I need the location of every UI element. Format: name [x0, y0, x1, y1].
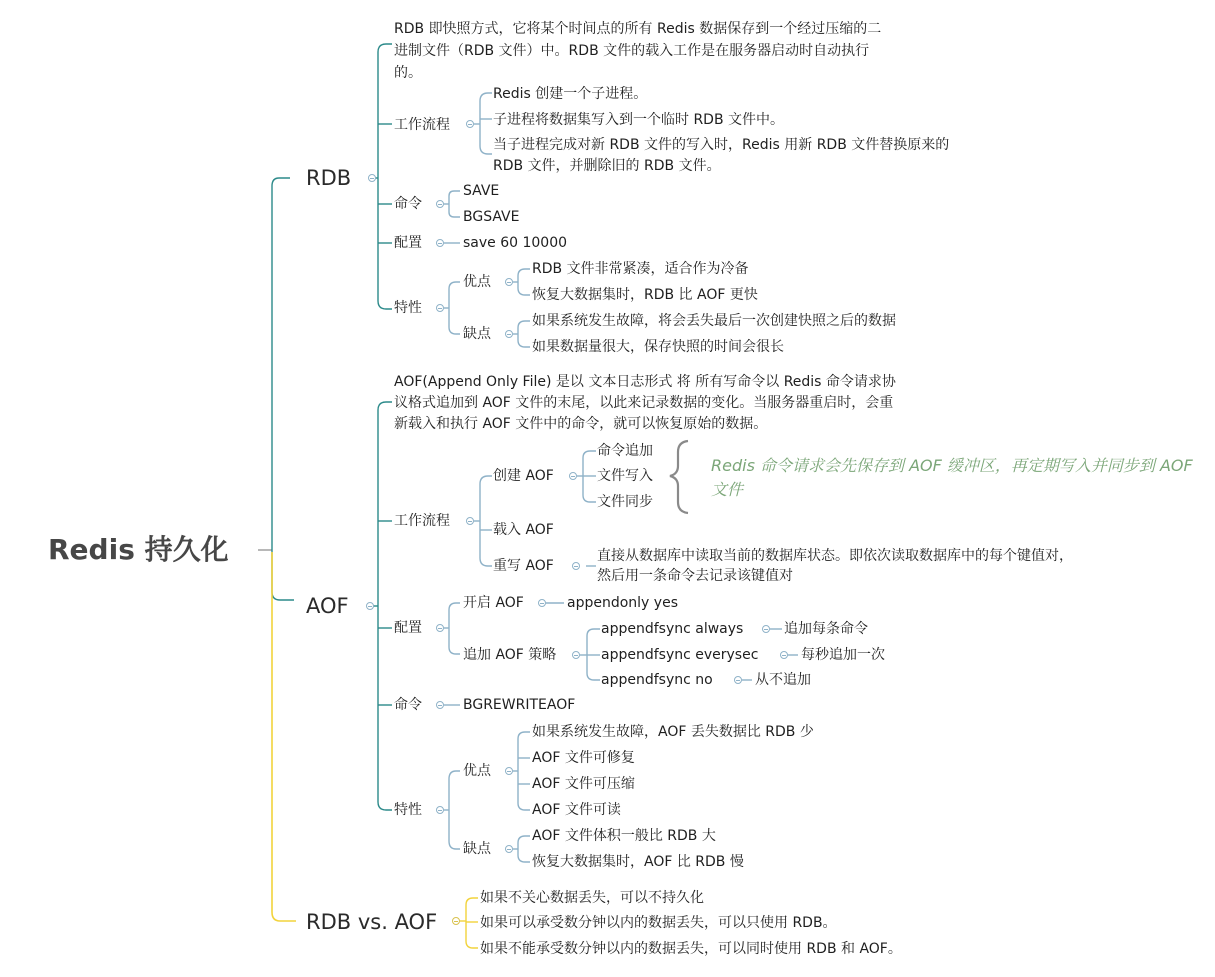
rdb-command-item[interactable]: SAVE: [463, 183, 500, 199]
compare-item[interactable]: 如果不能承受数分钟以内的数据丢失，可以同时使用 RDB 和 AOF。: [480, 941, 902, 957]
rdb-con-item[interactable]: 如果系统发生故障，将会丢失最后一次创建快照之后的数据: [532, 313, 896, 329]
rdb-workflow-step[interactable]: 子进程将数据集写入到一个临时 RDB 文件中。: [493, 112, 785, 128]
aof-strategy-desc[interactable]: 每秒追加一次: [801, 647, 885, 663]
collapse-toggle[interactable]: [572, 562, 580, 570]
collapse-toggle[interactable]: [505, 330, 513, 338]
aof-strategy-option[interactable]: appendfsync everysec: [601, 647, 759, 663]
rdb-workflow-step[interactable]: 当子进程完成对新 RDB 文件的写入时，Redis 用新 RDB 文件替换原来的 RDB 文件，并删除旧的 RDB 文件。: [493, 137, 950, 174]
aof-pro-item[interactable]: AOF 文件可修复: [532, 750, 635, 766]
rdb-pro-item[interactable]: RDB 文件非常紧凑，适合作为冷备: [532, 261, 749, 277]
rdb-command-item[interactable]: BGSAVE: [463, 209, 520, 225]
collapse-toggle[interactable]: [436, 806, 444, 814]
collapse-toggle[interactable]: [436, 200, 444, 208]
rdb-node[interactable]: RDB: [306, 166, 352, 190]
aof-enable-node[interactable]: 开启 AOF: [463, 595, 524, 611]
rdb-cons-node[interactable]: 缺点: [463, 326, 491, 342]
aof-con-item[interactable]: AOF 文件体积一般比 RDB 大: [532, 828, 716, 844]
collapse-toggle[interactable]: [505, 845, 513, 853]
rdb-pros-node[interactable]: 优点: [463, 274, 491, 290]
aof-description[interactable]: AOF(Append Only File) 是以 文本日志形式 将 所有写命令以 Redis 命令请求协议格式追加到 AOF 文件的末尾，以此来记录数据的变化。当服务器重启时，会重新载入和执行 AOF 文件中的命令，就可以恢复原始的数据。: [394, 374, 896, 432]
compare-node[interactable]: RDB vs. AOF: [306, 910, 438, 934]
rdb-features-node[interactable]: 特性: [394, 300, 422, 316]
rdb-con-item[interactable]: 如果数据量很大，保存快照的时间会很长: [532, 339, 784, 355]
aof-create-step[interactable]: 文件写入: [597, 468, 653, 484]
collapse-toggle[interactable]: [780, 651, 788, 659]
root-node[interactable]: Redis 持久化: [48, 533, 229, 566]
aof-cons-node[interactable]: 缺点: [463, 841, 491, 857]
collapse-toggle[interactable]: [505, 767, 513, 775]
rdb-config-node[interactable]: 配置: [394, 235, 422, 251]
aof-enable-value[interactable]: appendonly yes: [567, 595, 678, 611]
rdb-description[interactable]: RDB 即快照方式，它将某个时间点的所有 Redis 数据保存到一个经过压缩的二进制文件（RDB 文件）中。RDB 文件的载入工作是在服务器启动时自动执行的。: [394, 21, 882, 81]
aof-load-node[interactable]: 载入 AOF: [493, 522, 554, 538]
rdb-workflow-step[interactable]: Redis 创建一个子进程。: [493, 86, 648, 102]
aof-rewrite-detail[interactable]: 直接从数据库中读取当前的数据库状态。即依次读取数据库中的每个键值对，然后用一条命令去记录该键值对: [597, 548, 1073, 584]
aof-pro-item[interactable]: 如果系统发生故障，AOF 丢失数据比 RDB 少: [532, 724, 814, 740]
collapse-toggle[interactable]: [366, 602, 374, 610]
aof-create-note: Redis 命令请求会先保存到 AOF 缓冲区，再定期写入并同步到 AOF 文件: [711, 456, 1193, 499]
collapse-toggle[interactable]: [569, 472, 577, 480]
collapse-toggle[interactable]: [572, 651, 580, 659]
rdb-config-value[interactable]: save 60 10000: [463, 235, 568, 251]
collapse-toggle[interactable]: [734, 676, 742, 684]
aof-strategy-desc[interactable]: 追加每条命令: [784, 621, 868, 637]
aof-create-node[interactable]: 创建 AOF: [493, 468, 554, 484]
aof-node[interactable]: AOF: [306, 594, 349, 618]
compare-item[interactable]: 如果可以承受数分钟以内的数据丢失，可以只使用 RDB。: [480, 915, 837, 931]
aof-workflow-node[interactable]: 工作流程: [394, 513, 450, 529]
aof-features-node[interactable]: 特性: [394, 802, 422, 818]
aof-strategy-desc[interactable]: 从不追加: [755, 672, 811, 688]
rdb-workflow-node[interactable]: 工作流程: [394, 117, 450, 133]
collapse-toggle[interactable]: [368, 174, 376, 182]
aof-strategy-node[interactable]: 追加 AOF 策略: [463, 647, 557, 663]
collapse-toggle[interactable]: [452, 917, 460, 925]
collapse-toggle[interactable]: [436, 701, 444, 709]
collapse-toggle[interactable]: [436, 624, 444, 632]
aof-commands-node[interactable]: 命令: [394, 697, 422, 713]
aof-pro-item[interactable]: AOF 文件可压缩: [532, 776, 635, 792]
rdb-commands-node[interactable]: 命令: [394, 196, 422, 212]
aof-create-step[interactable]: 文件同步: [597, 494, 653, 510]
collapse-toggle[interactable]: [436, 239, 444, 247]
collapse-toggle[interactable]: [466, 120, 474, 128]
aof-rewrite-node[interactable]: 重写 AOF: [493, 558, 554, 574]
aof-pro-item[interactable]: AOF 文件可读: [532, 802, 621, 818]
collapse-toggle[interactable]: [466, 517, 474, 525]
aof-config-node[interactable]: 配置: [394, 620, 422, 636]
curly-brace: [670, 441, 688, 513]
aof-strategy-option[interactable]: appendfsync no: [601, 672, 713, 688]
compare-item[interactable]: 如果不关心数据丢失，可以不持久化: [480, 890, 704, 906]
collapse-toggle[interactable]: [538, 599, 546, 607]
aof-pros-node[interactable]: 优点: [463, 763, 491, 779]
aof-strategy-option[interactable]: appendfsync always: [601, 621, 744, 637]
aof-con-item[interactable]: 恢复大数据集时，AOF 比 RDB 慢: [532, 854, 744, 870]
rdb-pro-item[interactable]: 恢复大数据集时，RDB 比 AOF 更快: [532, 287, 758, 303]
collapse-toggle[interactable]: [505, 278, 513, 286]
aof-command-value[interactable]: BGREWRITEAOF: [463, 697, 576, 713]
collapse-toggle[interactable]: [762, 625, 770, 633]
collapse-toggle[interactable]: [436, 304, 444, 312]
aof-create-step[interactable]: 命令追加: [597, 443, 653, 459]
